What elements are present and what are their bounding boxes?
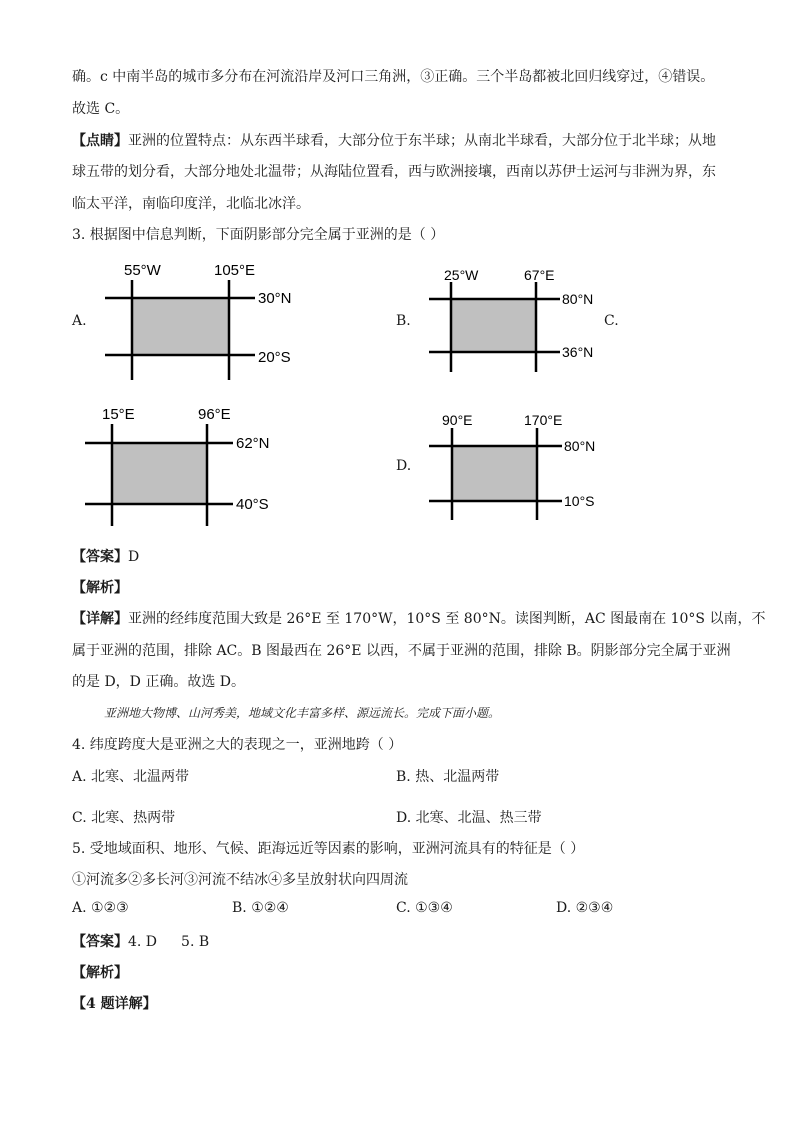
answer-value: D	[128, 549, 140, 565]
lat-top-label: 62°N	[236, 435, 270, 452]
dianjing-label: 【点睛】	[72, 133, 128, 149]
lon-left-label: 15°E	[102, 406, 135, 423]
answer-line	[72, 546, 139, 566]
question-4-stem: 4. 纬度跨度大是亚洲之大的表现之一，亚洲地跨（ ）	[72, 737, 403, 753]
answer-line-45	[72, 931, 209, 951]
dianjing-text: 亚洲的位置特点：从东西半球看，大部分位于东半球；从南北半球看，大部分位于北半球；从地	[128, 133, 716, 149]
lat-top-label: 80°N	[564, 438, 596, 454]
q4-option-c: C. 北寒、热两带	[72, 810, 176, 826]
question-5-items: ①河流多②多长河③河流不结冰④多呈放射状向四周流	[72, 872, 408, 888]
q5-option-c: C. ①③④	[396, 900, 453, 916]
option-d-letter: D.	[396, 458, 412, 474]
answer-label: 【答案】	[72, 934, 128, 950]
text-line: 故选 C。	[72, 101, 130, 117]
diagram-a	[100, 258, 310, 382]
lat-bottom-label: 36°N	[562, 344, 594, 360]
diagram-c	[80, 402, 290, 528]
text-line: 球五带的划分看，大部分地处北温带；从海陆位置看，西与欧洲接壤，西南以苏伊士运河与非洲为界，东	[72, 164, 716, 180]
answer-label: 【答案】	[72, 549, 128, 565]
analysis-label: 【解析】	[72, 580, 128, 596]
dianjing-line	[72, 130, 716, 150]
passage-text: 亚洲地大物博、山河秀美，地域文化丰富多样、源远流长。完成下面小题。	[104, 706, 501, 720]
lon-right-label: 67°E	[524, 267, 555, 283]
option-a-letter: A.	[72, 313, 87, 329]
answer-4: 4. D	[128, 934, 158, 950]
question-5-stem: 5. 受地域面积、地形、气候、距海远近等因素的影响，亚洲河流具有的特征是（ ）	[72, 841, 585, 857]
lat-top-label: 80°N	[562, 291, 594, 307]
q4-option-b: B. 热、北温两带	[396, 769, 500, 785]
option-b-letter: B.	[396, 313, 411, 329]
text-line: 属于亚洲的范围，排除 AC。B 图最西在 26°E 以西，不属于亚洲的范围，排除 B。阴影部分完全属于亚洲	[72, 643, 731, 659]
detail-label: 【详解】	[72, 611, 128, 627]
q4-option-d: D. 北寒、北温、热三带	[396, 810, 542, 826]
shaded-region	[451, 299, 536, 352]
lon-right-label: 170°E	[524, 412, 563, 428]
lat-top-label: 30°N	[258, 290, 292, 307]
q5-option-a: A. ①②③	[72, 900, 129, 916]
detail-4-label: 【4 题详解】	[72, 996, 157, 1012]
shaded-region	[132, 298, 229, 355]
question-3-stem: 3. 根据图中信息判断，下面阴影部分完全属于亚洲的是（ ）	[72, 227, 445, 243]
shaded-region	[112, 443, 207, 504]
text-line: 临太平洋，南临印度洋，北临北冰洋。	[72, 196, 310, 212]
lon-left-label: 90°E	[442, 412, 473, 428]
shaded-region	[452, 446, 537, 501]
lat-bottom-label: 20°S	[258, 349, 291, 366]
option-c-letter: C.	[604, 313, 619, 329]
lat-bottom-label: 10°S	[564, 493, 595, 509]
detail-line	[72, 608, 765, 628]
lon-left-label: 55°W	[124, 262, 161, 279]
answer-5: 5. B	[181, 934, 210, 950]
diagram-d	[424, 408, 614, 522]
analysis-label: 【解析】	[72, 965, 128, 981]
lat-bottom-label: 40°S	[236, 496, 269, 513]
q4-option-a: A. 北寒、北温两带	[72, 769, 190, 785]
detail-text: 亚洲的经纬度范围大致是 26°E 至 170°W，10°S 至 80°N。读图判断，AC 图最南在 10°S 以南，不	[128, 611, 766, 627]
q5-option-d: D. ②③④	[556, 900, 614, 916]
lon-left-label: 25°W	[444, 267, 479, 283]
q5-option-b: B. ①②④	[232, 900, 289, 916]
diagram-b	[424, 262, 604, 374]
lon-right-label: 105°E	[214, 262, 256, 279]
lon-right-label: 96°E	[198, 406, 231, 423]
text-line: 的是 D，D 正确。故选 D。	[72, 674, 246, 690]
text-line: 确。c 中南半岛的城市多分布在河流沿岸及河口三角洲，③正确。三个半岛都被北回归线穿过，④错误。	[72, 69, 715, 85]
